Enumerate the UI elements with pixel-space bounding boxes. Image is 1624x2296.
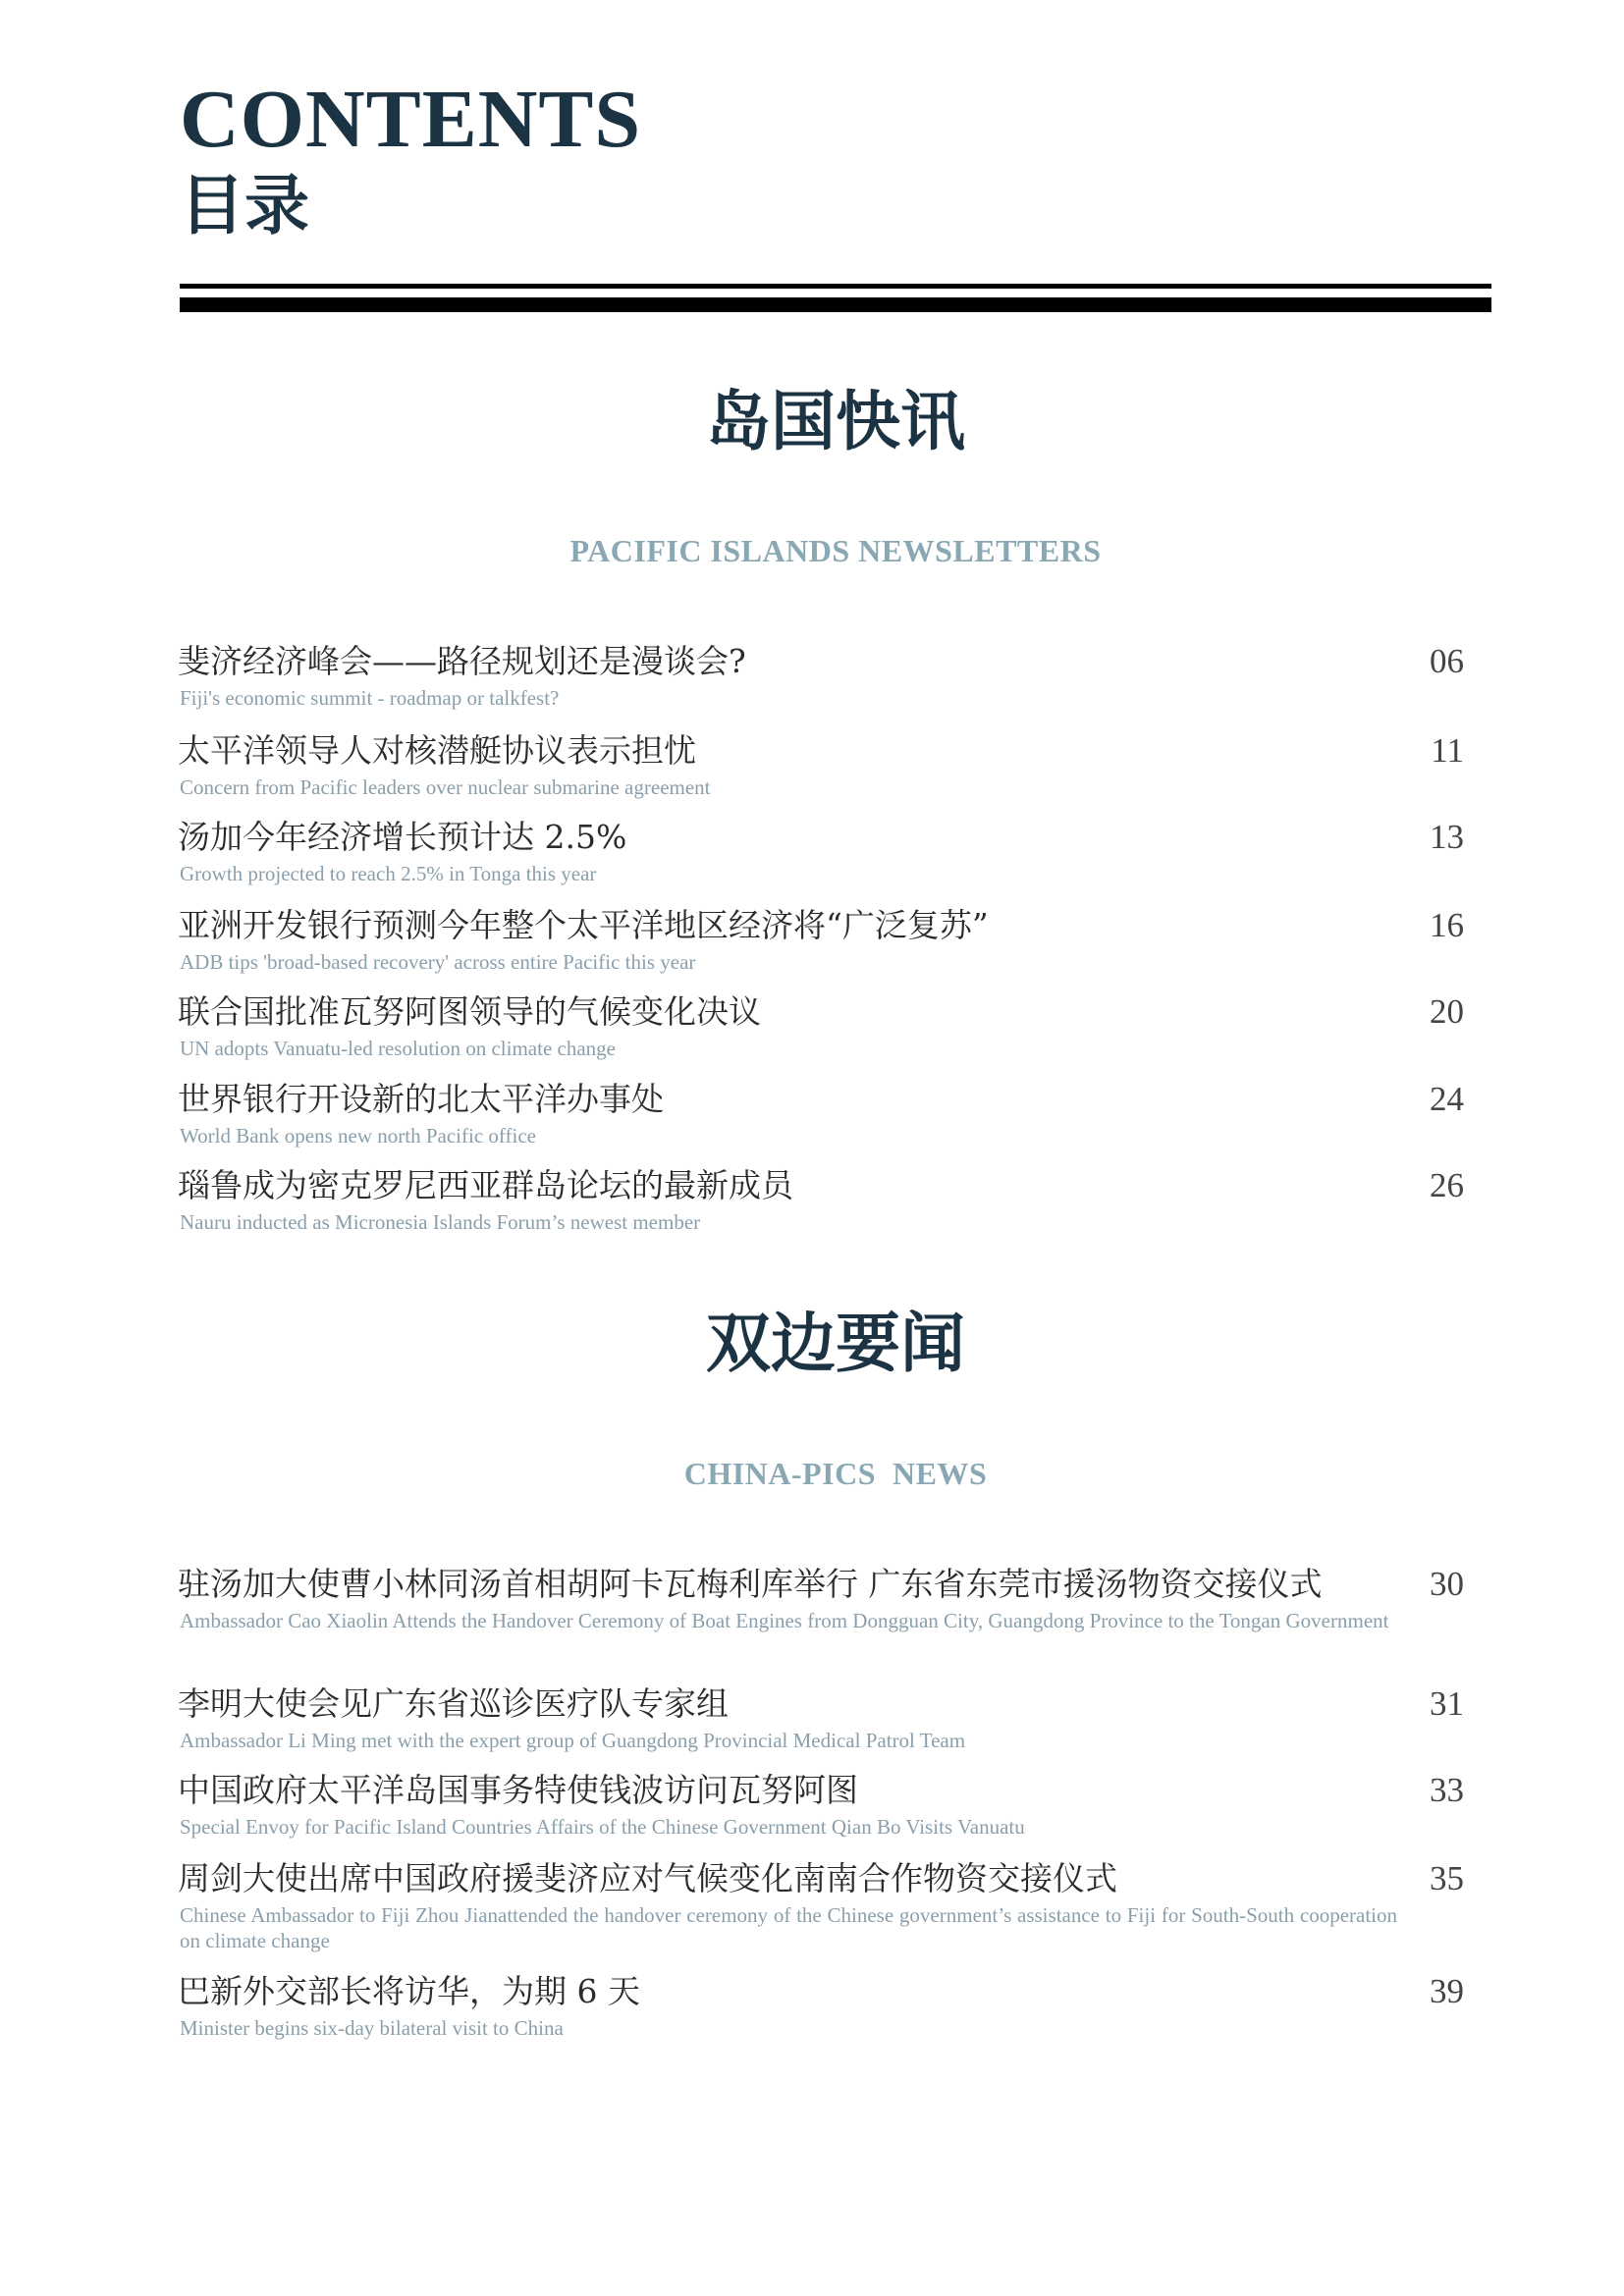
toc-entry-title-en: Chinese Ambassador to Fiji Zhou Jianattended the handover ceremony of the Chinese government’s assistance to Fiji for South-South cooperation on climate change xyxy=(180,1903,1397,1952)
toc-entry-title-cn: 周剑大使出席中国政府援斐济应对气候变化南南合作物资交接仪式 xyxy=(178,1859,1117,1897)
toc-entry-title-cn: 联合国批准瓦努阿图领导的气候变化决议 xyxy=(178,992,761,1031)
section-title-cn: 双边要闻 xyxy=(706,1305,965,1381)
toc-entry-page-number: 33 xyxy=(1430,1771,1464,1809)
toc-entry-title-en: Ambassador Cao Xiaolin Attends the Handover Ceremony of Boat Engines from Dongguan City, Guangdong Province to the Tongan Government xyxy=(180,1609,1389,1632)
toc-entry-page-number: 11 xyxy=(1431,731,1464,770)
toc-entry-page-number: 16 xyxy=(1430,906,1464,944)
toc-entry-title-en: Minister begins six-day bilateral visit to China xyxy=(180,2016,564,2040)
section-title-cn: 岛国快讯 xyxy=(706,383,965,459)
toc-entry-title-en: Concern from Pacific leaders over nuclear submarine agreement xyxy=(180,775,711,799)
toc-entry-page-number: 20 xyxy=(1430,992,1464,1031)
toc-entry-title-cn: 李明大使会见广东省巡诊医疗队专家组 xyxy=(178,1684,729,1723)
toc-entry-page-number: 24 xyxy=(1430,1080,1464,1118)
toc-entry-title-en: Fiji's economic summit - roadmap or talkfest? xyxy=(180,686,560,710)
toc-entry-page-number: 30 xyxy=(1430,1565,1464,1603)
toc-entry-title-en: Ambassador Li Ming met with the expert group of Guangdong Provincial Medical Patrol Team xyxy=(180,1729,966,1752)
toc-entry-title-en: UN adopts Vanuatu-led resolution on climate change xyxy=(180,1037,616,1060)
contents-title-cn: 目录 xyxy=(180,167,309,243)
toc-entry-title-cn: 瑙鲁成为密克罗尼西亚群岛论坛的最新成员 xyxy=(178,1166,793,1204)
toc-entry-title-cn: 汤加今年经济增长预计达 2.5% xyxy=(178,818,627,856)
toc-entry-page-number: 26 xyxy=(1430,1166,1464,1204)
toc-entry-title-en: Growth projected to reach 2.5% in Tonga this year xyxy=(180,862,597,885)
toc-entry-title-cn: 斐济经济峰会——路径规划还是漫谈会? xyxy=(178,642,746,680)
toc-entry-page-number: 31 xyxy=(1430,1684,1464,1723)
toc-entry-title-en: Nauru inducted as Micronesia Islands Forum’s newest member xyxy=(180,1210,701,1234)
toc-entry-page-number: 06 xyxy=(1430,642,1464,680)
section-title-en: CHINA-PICS NEWS xyxy=(683,1456,988,1491)
toc-entry-page-number: 35 xyxy=(1430,1859,1464,1897)
toc-entry-title-cn: 中国政府太平洋岛国事务特使钱波访问瓦努阿图 xyxy=(178,1771,858,1809)
toc-entry-title-cn: 太平洋领导人对核潜艇协议表示担忧 xyxy=(178,731,696,770)
header-divider-thin xyxy=(180,284,1491,289)
toc-entry-title-cn: 世界银行开设新的北太平洋办事处 xyxy=(178,1080,664,1118)
toc-entry-title-en: World Bank opens new north Pacific office xyxy=(180,1124,536,1148)
toc-entry-title-cn: 驻汤加大使曹小林同汤首相胡阿卡瓦梅利库举行 广东省东莞市援汤物资交接仪式 xyxy=(178,1565,1323,1603)
toc-entry-title-en: ADB tips 'broad-based recovery' across entire Pacific this year xyxy=(180,950,696,974)
toc-entry-page-number: 39 xyxy=(1430,1972,1464,2010)
toc-entry-title-cn: 巴新外交部长将访华，为期 6 天 xyxy=(178,1972,640,2010)
toc-entry-page-number: 13 xyxy=(1430,818,1464,856)
toc-entry-title-en: Special Envoy for Pacific Island Countries Affairs of the Chinese Government Qian Bo Visits Vanuatu xyxy=(180,1815,1025,1839)
toc-entry-title-cn: 亚洲开发银行预测今年整个太平洋地区经济将“广泛复苏” xyxy=(178,906,989,944)
section-title-en: PACIFIC ISLANDS NEWSLETTERS xyxy=(569,533,1102,568)
contents-title: CONTENTS xyxy=(180,74,642,165)
header-divider-thick xyxy=(180,297,1491,312)
